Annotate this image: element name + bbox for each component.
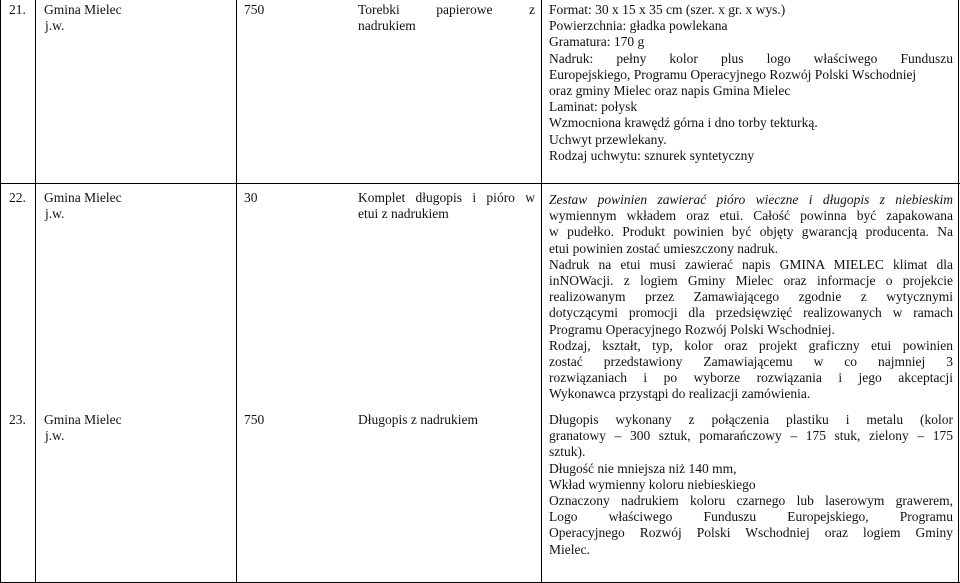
row-21-qty: 750 (244, 2, 265, 17)
row-21-entity (44, 2, 234, 34)
column-divider-1 (35, 0, 36, 583)
table-border-left (0, 0, 1, 583)
entity-name: Gmina Mielec (44, 412, 122, 427)
row-23-qty: 750 (244, 412, 265, 427)
column-divider-2 (236, 0, 237, 583)
entity-ref: j.w. (45, 206, 65, 222)
row-23-lp: 23. (9, 412, 26, 427)
entity-ref: j.w. (45, 18, 65, 34)
row-23-item: Długopis z nadrukiem (358, 412, 478, 427)
row-22-entity (44, 190, 234, 222)
row-22-item: Komplet długopis i pióro w etui z nadrukiem (358, 190, 535, 222)
row-22-lp: 22. (9, 190, 26, 205)
row-23-entity (44, 412, 234, 444)
row-21-item: Torebki papierowe z nadrukiem (358, 2, 535, 34)
entity-name: Gmina Mielec (44, 190, 122, 205)
row-21-lp: 21. (9, 2, 26, 17)
row-23-description: Długopis wykonany z połączenia plastiku i metalu (kolor granatowy – 300 sztuk, pomarańczowy – 175 stuk, zielony – 175 sztuk). Długość nie mniejsza niż 140 mm, Wkład wymienny koloru niebieskiego Oznaczony nadrukiem koloru czarnego lub laserowym grawerem, Logo właściwego Funduszu Europejskiego, Programu Operacyjnego Rozwój Polski Wschodniej oraz logiem Gminy Mielec. (549, 412, 953, 557)
table-border-right (958, 0, 959, 583)
entity-name: Gmina Mielec (44, 2, 122, 17)
row-22-qty: 30 (244, 190, 258, 205)
row-22-description: Zestaw powinien zawierać pióro wieczne i długopis z niebieskim wymiennym wkładem oraz etui. Całość powinna być zapakowana w pudełko. Produkt powinien być objęty gwarancją producenta. Na etui powinien zostać umieszczony nadruk. Nadruk na etui musi zawierać napis GMINA MIELEC klimat dla inNOWacji. z logiem Gminy Mielec oraz informacje o projekcie realizowanym przez Zamawiającego zgodnie z wytycznymi dotyczącymi promocji dla przedsięwzięć realizowanych w ramach Programu Operacyjnego Rozwój Polski Wschodniej. Rodzaj, kształt, typ, kolor oraz projekt graficzny etui powinien zostać przedstawiony Zamawiającemu w co najmniej 3 rozwiązaniach i po wyborze rozwiązania i jego akceptacji Wykonawca przystąpi do realizacji zamówienia. (549, 192, 953, 402)
entity-ref: j.w. (45, 428, 65, 444)
row-21-description: Format: 30 x 15 x 35 cm (szer. x gr. x wys.) Powierzchnia: gładka powlekana Gramatura: 170 g Nadruk: pełny kolor plus logo właściwego Funduszu Europejskiego, Programu Operacyjnego Rozwój Polski Wschodniej oraz gminy Mielec oraz napis Gmina Mielec Laminat: połysk Wzmocniona krawędź górna i dno torby tekturką. Uchwyt przewlekany. Rodzaj uchwytu: sznurek syntetyczny (549, 2, 953, 163)
column-divider-3 (541, 0, 542, 583)
row-divider-1 (0, 183, 960, 184)
